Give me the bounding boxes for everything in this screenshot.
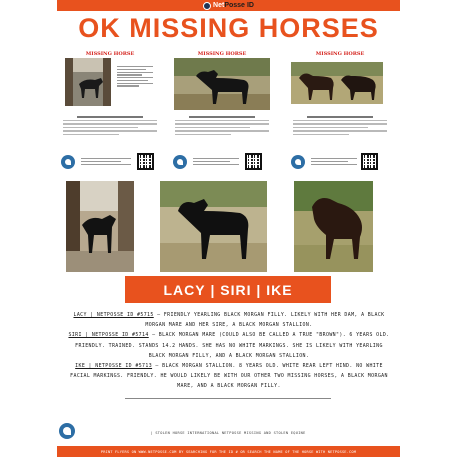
shi-logo-icon xyxy=(61,155,75,169)
qr-code-icon xyxy=(245,153,262,170)
footer-tagline: | STOLEN HORSE INTERNATIONAL NETPOSSE MISSING AND STOLEN EQUINE xyxy=(150,431,306,435)
flyer-details-lacy xyxy=(117,66,153,88)
description-lead: LACY | NETPOSSE ID #5715 xyxy=(73,312,154,318)
bottom-banner xyxy=(57,446,400,457)
shi-logo-icon xyxy=(59,423,75,439)
description-text: – BLACK MORGAN STALLION. 8 YEARS OLD. WHITE REAR LEFT HIND. NO WHITE FACIAL MARKINGS. FRIENDLY. HE WOULD LIKELY BE WITH OUR OTHER TWO MISSING HORSES, A BLACK MORGAN MARE, AND A BLACK MORGAN FILLY. xyxy=(70,363,388,390)
qr-code-icon xyxy=(137,153,154,170)
name-separator: | xyxy=(205,281,221,298)
qr-code-icon xyxy=(361,153,378,170)
flyer-photo-ike xyxy=(291,62,383,104)
description-text: – FRIENDLY YEARLING BLACK MORGAN FILLY. LIKELY WITH HER DAM, A BLACK MORGAN MARE AND HER SIRE, A BLACK MORGAN STALLION. xyxy=(145,312,385,329)
description-text: – BLACK MORGAN MARE (COULD ALSO BE CALLED A TRUE "BROWN"). 6 YEARS OLD. FRIENDLY. TRAINED. STANDS 14.2 HANDS. SHE HAS NO WHITE MARKINGS. SHE IS LIKELY WITH YEARLING BLACK MORGAN FILLY, AND A BLACK MORGAN STALLION. xyxy=(75,332,390,359)
page-title: OK MISSING HORSES xyxy=(78,13,379,43)
description-lead: IKE | NETPOSSE ID #5713 xyxy=(75,363,153,370)
flyer-lacy xyxy=(57,44,163,144)
flyer-title: MISSING HORSE xyxy=(315,51,365,57)
bottom-banner-text: PRINT FLYERS ON WWW.NETPOSSE.COM BY SEARCHING FOR THE ID # OR SEARCH THE NAME OF THE HORSE WITH NETPOSSE.COM xyxy=(100,449,357,454)
netposse-mark-icon xyxy=(203,2,211,10)
shi-logo-icon xyxy=(173,155,187,169)
flyer-text-siri xyxy=(175,116,269,137)
logo-brand: Posse xyxy=(224,2,245,9)
name-lacy: LACY xyxy=(163,281,206,298)
divider xyxy=(125,398,331,399)
logo-suffix: ID xyxy=(246,2,254,9)
flyer-title: MISSING HORSE xyxy=(85,51,135,57)
photo-ike xyxy=(294,181,373,272)
flyer-ike xyxy=(287,44,393,144)
description-lacy xyxy=(68,310,390,330)
description-ike xyxy=(68,361,390,392)
description-siri xyxy=(68,330,390,361)
flyer-siri xyxy=(169,44,275,144)
flyer-photo-siri xyxy=(174,58,270,110)
photo-lacy xyxy=(66,181,134,272)
flyer-photo-lacy xyxy=(65,58,111,106)
name-separator: | xyxy=(251,281,267,298)
flyer-contact-siri xyxy=(169,152,275,172)
horse-descriptions xyxy=(68,310,390,392)
flyer-contact-lacy xyxy=(57,152,163,172)
name-ike: IKE xyxy=(266,281,293,298)
name-siri: SIRI xyxy=(220,281,252,298)
flyer-contact-ike xyxy=(287,152,393,172)
flyer-title: MISSING HORSE xyxy=(197,51,247,57)
description-lead: SIRI | NETPOSSE ID #5714 xyxy=(68,332,149,339)
photo-siri xyxy=(160,181,267,272)
flyer-text-ike xyxy=(293,116,387,137)
logo-prefix: Net xyxy=(213,2,225,9)
shi-logo-icon xyxy=(291,155,305,169)
top-banner xyxy=(57,0,400,11)
netposse-logo xyxy=(203,2,254,10)
flyer-text-lacy xyxy=(63,116,157,137)
horse-names-banner xyxy=(125,276,331,303)
